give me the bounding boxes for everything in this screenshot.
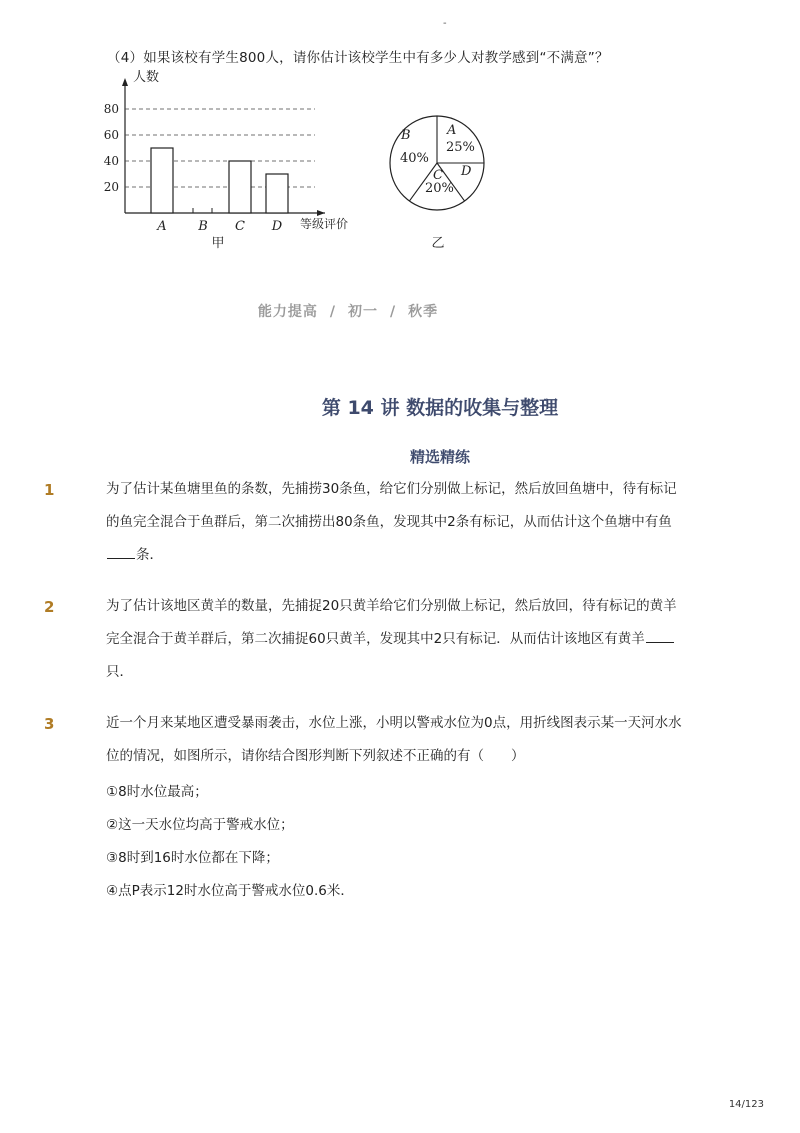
bar <box>151 148 173 213</box>
lecture-title: 第 14 讲 数据的收集与整理 <box>321 397 559 419</box>
x-axis-arrow <box>317 210 325 216</box>
question-3-option: ④点P表示12时水位高于警戒水位0.6米． <box>106 883 354 899</box>
watermark <box>0 301 696 321</box>
answer-blank[interactable] <box>107 544 135 559</box>
bar-chart-caption: 甲 <box>211 236 225 251</box>
question-3-option: ②这一天水位均高于警戒水位； <box>106 817 294 833</box>
question-line: 为了估计该地区黄羊的数量，先捕捉20只黄羊给它们分别做上标记，然后放回，待有标记的黄羊 <box>106 598 677 614</box>
bar <box>229 161 251 213</box>
question-line: 为了估计某鱼塘里鱼的条数，先捕捞30条鱼，给它们分别做上标记，然后放回鱼塘中，待有标记 <box>106 481 677 497</box>
pie-label-a: A <box>447 123 457 138</box>
question-tail: 条． <box>136 547 163 563</box>
y-tick-label: 40 <box>103 154 119 168</box>
question-line: 的鱼完全混合于鱼群后，第二次捕捞出80条鱼，发现其中2条有标记，从而估计这个鱼塘中有鱼 <box>106 514 672 530</box>
bar <box>266 174 288 213</box>
pie-value-b: 40% <box>400 151 429 166</box>
pie-chart-caption: 乙 <box>431 236 445 251</box>
x-tick-label: D <box>271 219 283 234</box>
question-line-tail <box>106 539 726 572</box>
watermark-part: / <box>390 304 397 320</box>
y-axis-arrow <box>122 78 128 86</box>
y-axis-label: 人数 <box>133 70 160 85</box>
figures <box>0 0 800 260</box>
header-mark: - <box>443 18 447 29</box>
y-tick-label: 80 <box>103 102 119 116</box>
question-3-text <box>106 707 726 773</box>
question-line <box>106 623 726 656</box>
x-tick-label: C <box>235 219 245 234</box>
watermark-part: 秋季 <box>408 304 439 320</box>
pie-value-c: 20% <box>425 181 454 196</box>
question-1-text <box>106 473 726 572</box>
question-tail: 只． <box>106 664 133 680</box>
question-3-option: ①8时水位最高； <box>106 784 208 800</box>
section-title: 精选精练 <box>409 448 470 466</box>
pie-label-c: C <box>433 168 443 183</box>
x-axis-label: 等级评价 <box>300 217 349 231</box>
pie-label-d: D <box>461 164 472 179</box>
answer-blank[interactable] <box>646 628 674 643</box>
watermark-part: / <box>329 304 336 320</box>
pie-value-a: 25% <box>446 140 475 155</box>
pie-chart <box>390 116 484 251</box>
x-tick-label: A <box>157 219 167 234</box>
question-line: 近一个月来某地区遭受暴雨袭击，水位上涨，小明以警戒水位为0点，用折线图表示某一天河水水 <box>106 715 682 731</box>
bar-chart <box>104 69 348 251</box>
pie-label-b: B <box>401 128 411 143</box>
y-tick-label: 60 <box>103 128 119 142</box>
question-3-option: ③8时到16时水位都在下降； <box>106 850 279 866</box>
question-1-number: 1 <box>44 481 55 499</box>
question-2-text <box>106 590 726 689</box>
watermark-part: 能力提高 <box>257 304 318 320</box>
page-number: 14/123 <box>728 1099 764 1110</box>
question-4-text: （4）如果该校有学生800人，请你估计该校学生中有多少人对教学感到“不满意”？ <box>107 50 609 66</box>
question-line: 位的情况，如图所示，请你结合图形判断下列叙述不正确的有（ ） <box>106 748 525 764</box>
watermark-part: 初一 <box>348 304 378 320</box>
y-tick-label: 20 <box>103 180 119 194</box>
question-3-number: 3 <box>44 715 55 733</box>
question-line-text: 完全混合于黄羊群后，第二次捕捉60只黄羊，发现其中2只有标记．从而估计该地区有黄羊 <box>106 631 645 647</box>
x-tick-label: B <box>198 219 208 234</box>
question-2-number: 2 <box>44 598 55 616</box>
